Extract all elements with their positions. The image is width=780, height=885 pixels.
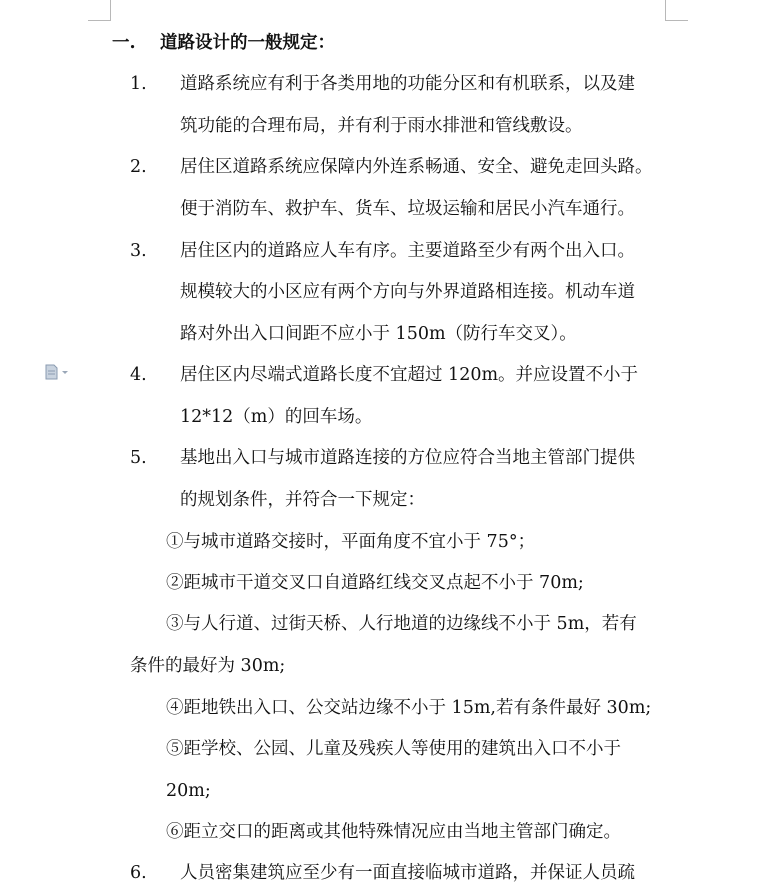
subitem-line: ⑤距学校、公园、儿童及残疾人等使用的建筑出入口不小于 xyxy=(166,739,621,759)
item-line: 居住区内的道路应人车有序。主要道路至少有两个出入口。 xyxy=(180,241,635,261)
item-line: 12*12（m）的回车场。 xyxy=(180,407,373,427)
subitem-line: 20m; xyxy=(166,781,211,801)
item-line: 的规划条件，并符合一下规定： xyxy=(180,490,425,510)
item-number: 5. xyxy=(130,448,147,468)
item-line: 基地出入口与城市道路连接的方位应符合当地主管部门提供 xyxy=(180,448,635,468)
subitem-line: 条件的最好为 30m; xyxy=(130,656,286,676)
item-line: 人员密集建筑应至少有一面直接临城市道路，并保证人员疏 xyxy=(180,863,635,883)
item-number: 2. xyxy=(130,157,147,177)
subitem-line: ③与人行道、过街天桥、人行地道的边缘线不小于 5m，若有 xyxy=(166,614,637,634)
document-icon[interactable] xyxy=(44,364,70,380)
subitem-line: ②距城市干道交叉口自道路红线交叉点起不小于 70m; xyxy=(166,573,584,593)
item-line: 居住区道路系统应保障内外连系畅通、安全、避免走回头路。 xyxy=(180,157,653,177)
item-line: 居住区内尽端式道路长度不宜超过 120m。并应设置不小于 xyxy=(180,365,639,385)
item-line: 道路系统应有利于各类用地的功能分区和有机联系，以及建 xyxy=(180,74,635,94)
heading-title: 道路设计的一般规定： xyxy=(160,33,335,53)
item-number: 3. xyxy=(130,241,147,261)
item-line: 筑功能的合理布局，并有利于雨水排泄和管线敷设。 xyxy=(180,116,583,136)
item-line: 路对外出入口间距不应小于 150m（防行车交叉）。 xyxy=(180,324,577,344)
item-number: 4. xyxy=(130,365,147,385)
item-number: 1. xyxy=(130,74,147,94)
crop-mark-top-left xyxy=(88,0,111,21)
item-line: 便于消防车、救护车、货车、垃圾运输和居民小汽车通行。 xyxy=(180,199,635,219)
item-line: 规模较大的小区应有两个方向与外界道路相连接。机动车道 xyxy=(180,282,635,302)
heading-number: 一. xyxy=(112,33,136,53)
item-number: 6. xyxy=(130,863,147,883)
subitem-line: ④距地铁出入口、公交站边缘不小于 15m,若有条件最好 30m; xyxy=(166,698,652,718)
subitem-line: ①与城市道路交接时，平面角度不宜小于 75°； xyxy=(166,532,536,552)
subitem-line: ⑥距立交口的距离或其他特殊情况应由当地主管部门确定。 xyxy=(166,822,621,842)
crop-mark-top-right xyxy=(665,0,688,21)
